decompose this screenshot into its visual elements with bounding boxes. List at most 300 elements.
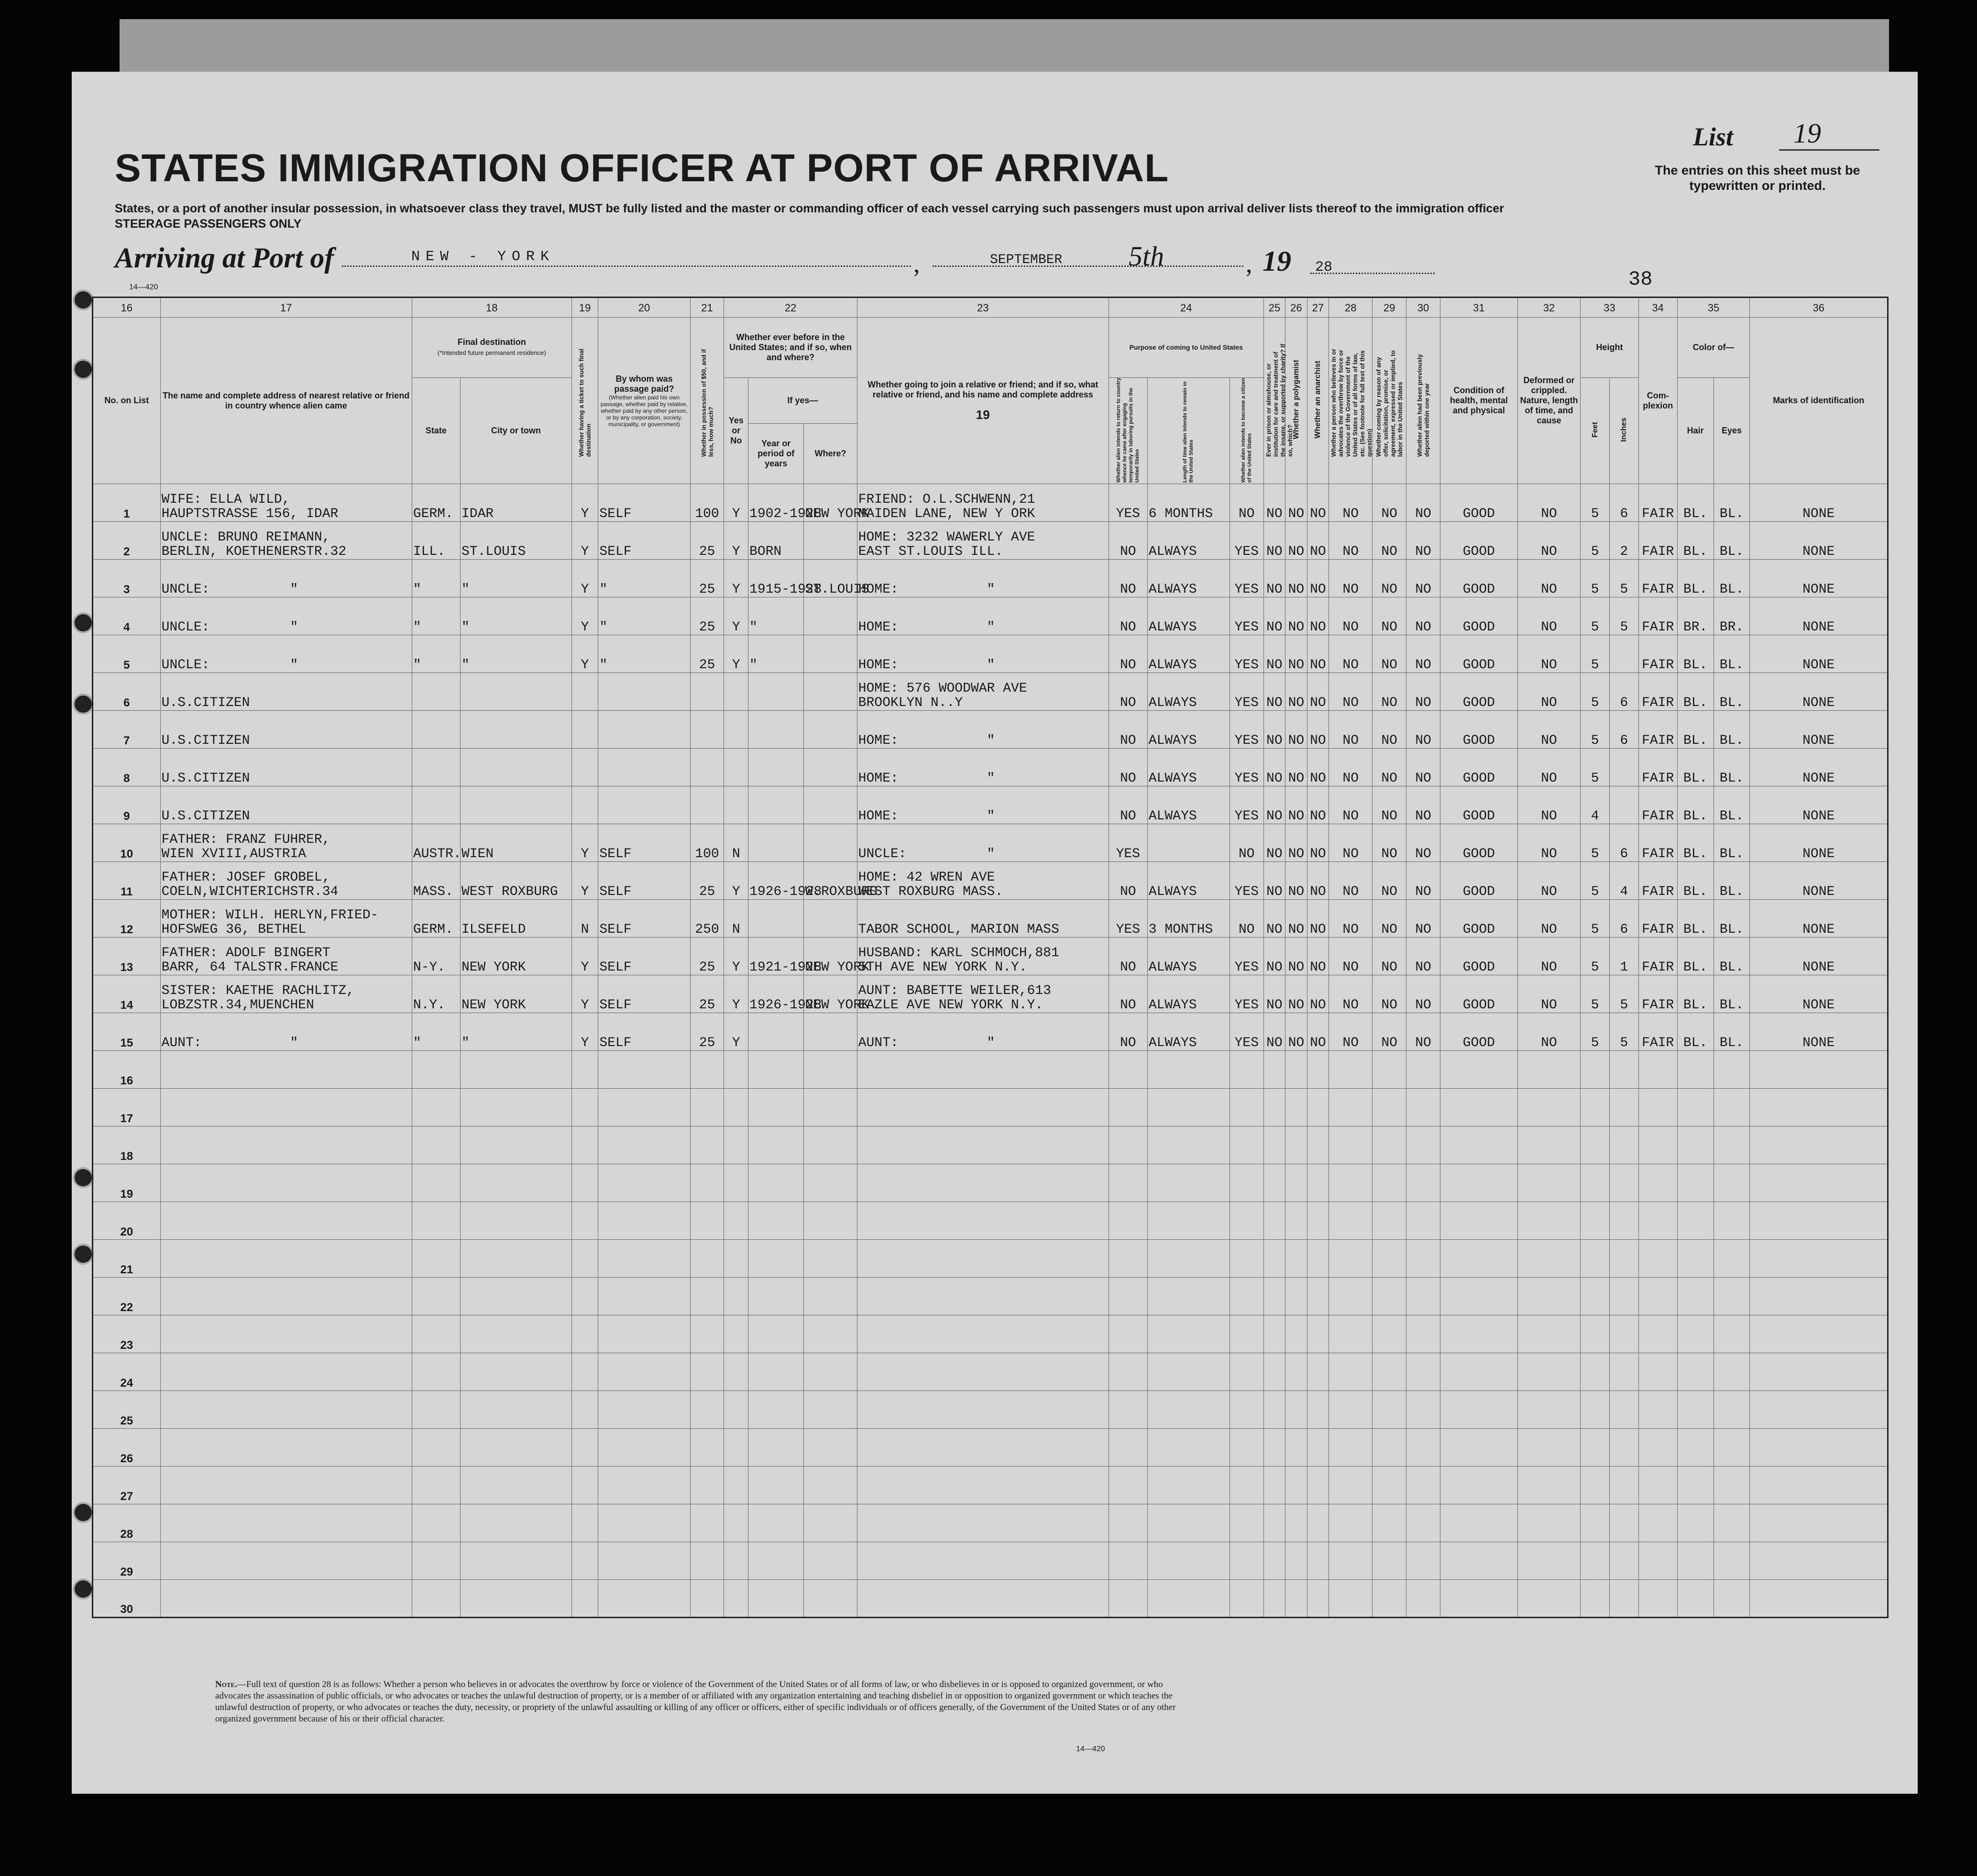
cell-before [724,1542,748,1580]
cell-q28 [1329,1164,1373,1202]
table-row [93,1164,1888,1202]
cell-before: Y [724,938,748,975]
cell-polygamist [1285,1278,1307,1315]
cell-state: ILL. [412,522,460,560]
table-row [93,900,1888,938]
cell-anarchist: NO [1307,673,1329,711]
cell-anarchist: NO [1307,975,1329,1013]
cell-relative: MOTHER: WILH. HERLYN,FRIED- HOFSWEG 36, BETHEL [160,900,412,938]
row-number: 24 [93,1353,161,1391]
cell-deformed: NO [1517,673,1581,711]
cell-years [748,1089,804,1126]
cell-polygamist [1285,1504,1307,1542]
cell-q29: NO [1373,749,1406,786]
cell-city: WIEN [460,824,571,862]
cell-q30: NO [1406,711,1440,749]
binder-hole [73,1244,94,1265]
cell-polygamist [1285,1089,1307,1126]
cell-city: WEST ROXBURG [460,862,571,900]
cell-length [1147,1089,1230,1126]
cell-prison [1263,1467,1285,1504]
binder-hole [73,612,94,633]
cell-health [1440,1051,1517,1089]
cell-length [1147,824,1230,862]
cell-prison: NO [1263,635,1285,673]
cell-length: 3 MONTHS [1147,900,1230,938]
cell-where [804,749,857,786]
cell-eyes [1713,1089,1750,1126]
cell-years [748,1013,804,1051]
cell-hair [1677,1164,1713,1202]
cell-paid [598,1164,690,1202]
cell-state [412,1542,460,1580]
cell-state [412,749,460,786]
cell-state [412,1580,460,1618]
cell-joining [857,1278,1109,1315]
cell-feet: 5 [1581,749,1610,786]
cell-feet [1581,1089,1610,1126]
cell-q30: NO [1406,635,1440,673]
cell-where [804,1164,857,1202]
cell-where [804,711,857,749]
cell-where [804,1467,857,1504]
cell-marks: NONE [1750,938,1888,975]
cell-relative: UNCLE: " [160,560,412,597]
cell-eyes: BL. [1713,975,1750,1013]
cell-deformed: NO [1517,749,1581,786]
cell-state: N.Y. [412,975,460,1013]
cell-years: BORN [748,522,804,560]
cell-q29 [1373,1542,1406,1580]
cell-q29 [1373,1353,1406,1391]
cell-polygamist: NO [1285,749,1307,786]
cell-ticket [571,1126,598,1164]
cell-paid [598,1051,690,1089]
cell-feet [1581,1353,1610,1391]
cell-inches: 6 [1610,824,1639,862]
cell-deformed: NO [1517,975,1581,1013]
cell-money: 25 [690,635,724,673]
cell-paid: SELF [598,862,690,900]
cell-citizen: YES [1230,560,1263,597]
cell-city [460,1164,571,1202]
cell-joining: AUNT: BABETTE WEILER,613 EAZLE AVE NEW YORK N.Y. [857,975,1109,1013]
row-number: 2 [93,522,161,560]
cell-citizen [1230,1278,1263,1315]
cell-city [460,711,571,749]
cell-eyes: BL. [1713,900,1750,938]
cell-health: GOOD [1440,560,1517,597]
cell-health: GOOD [1440,900,1517,938]
cell-marks [1750,1391,1888,1429]
cell-hair [1677,1580,1713,1618]
cell-health: GOOD [1440,749,1517,786]
header-if-yes: If yes— [748,378,857,424]
cell-q28 [1329,1391,1373,1429]
cell-health [1440,1504,1517,1542]
cell-marks: NONE [1750,749,1888,786]
cell-hair: BL. [1677,900,1713,938]
cell-state [412,1164,460,1202]
footnote: Note.—Full text of question 28 is as follows: Whether a person who believes in or advocates the overthrow by force or violence of the Government of the United States or of all forms of law, or who disbelieves in or is opposed to organized government, or who advocates the assassination of public officials, or who advocates or teaches the unlawful destruction of property, or is a member of or affiliated with any organization entertaining and teaching disbelief in or opposition to organized government or which teaches the unlawful destruction of property, or who advocates or teaches the duty, necessity, or propriety of the unlawful assaulting or killing of any officer or officers, either of specific individuals or of officers generally, of the Government of the United States or of any other organized government because of his or their official character. [215,1679,1176,1724]
cell-q28 [1329,1504,1373,1542]
cell-anarchist: NO [1307,1013,1329,1051]
table-row [93,1278,1888,1315]
cell-q30 [1406,1202,1440,1240]
cell-q30 [1406,1467,1440,1504]
cell-years [748,824,804,862]
cell-anarchist: NO [1307,862,1329,900]
cell-city [460,1391,571,1429]
cell-relative: SISTER: KAETHE RACHLITZ, LOBZSTR.34,MUENCHEN [160,975,412,1013]
cell-eyes [1713,1391,1750,1429]
header-become-citizen: Whether alien intends to become a citizen of the United States [1230,378,1263,484]
cell-marks [1750,1089,1888,1126]
cell-joining [857,1051,1109,1089]
cell-q30: NO [1406,749,1440,786]
cell-paid [598,1504,690,1542]
cell-ticket: Y [571,862,598,900]
cell-polygamist [1285,1580,1307,1618]
table-row [93,1089,1888,1126]
cell-joining [857,1126,1109,1164]
binder-hole [73,1578,94,1600]
cell-prison: NO [1263,749,1285,786]
header-health: Condition of health, mental and physical [1440,318,1517,484]
cell-deformed: NO [1517,862,1581,900]
cell-before: N [724,900,748,938]
header-money: Whether in possession of $50, and if less, how much? [690,318,724,484]
cell-relative: FATHER: FRANZ FUHRER, WIEN XVIII,AUSTRIA [160,824,412,862]
cell-deformed [1517,1429,1581,1467]
cell-ticket: Y [571,824,598,862]
cell-eyes [1713,1278,1750,1315]
cell-before [724,786,748,824]
cell-return [1109,1051,1147,1089]
cell-ticket [571,711,598,749]
cell-money: 100 [690,824,724,862]
cell-state: N-Y. [412,938,460,975]
port-value: NEW - YORK [411,249,555,265]
cell-money: 25 [690,560,724,597]
cell-where: W.ROXBURG [804,862,857,900]
header-nearest-relative: The name and complete address of nearest relative or friend in country whence alien came [160,318,412,484]
cell-q30: NO [1406,900,1440,938]
cell-state [412,1504,460,1542]
cell-health: GOOD [1440,824,1517,862]
cell-where [804,786,857,824]
cell-deformed: NO [1517,522,1581,560]
cell-ticket [571,673,598,711]
row-number: 11 [93,862,161,900]
cell-inches [1610,1240,1639,1278]
cell-return: NO [1109,635,1147,673]
row-number: 12 [93,900,161,938]
cell-inches: 4 [1610,862,1639,900]
cell-hair [1677,1051,1713,1089]
cell-return: NO [1109,938,1147,975]
row-number: 23 [93,1315,161,1353]
cell-hair: BL. [1677,484,1713,522]
cell-inches [1610,1429,1639,1467]
cell-paid: SELF [598,484,690,522]
arrival-day: 5th [1129,241,1164,272]
cell-inches: 1 [1610,938,1639,975]
cell-anarchist [1307,1051,1329,1089]
cell-inches: 6 [1610,900,1639,938]
cell-paid [598,749,690,786]
cell-relative [160,1202,412,1240]
cell-complexion [1638,1164,1677,1202]
binder-hole [73,1167,94,1188]
cell-marks: NONE [1750,673,1888,711]
cell-complexion: FAIR [1638,862,1677,900]
cell-money [690,1202,724,1240]
cell-health: GOOD [1440,597,1517,635]
cell-q29 [1373,1126,1406,1164]
cell-anarchist [1307,1542,1329,1580]
list-label: List [1693,122,1734,151]
cell-citizen [1230,1240,1263,1278]
cell-state [412,1240,460,1278]
cell-years [748,1126,804,1164]
cell-joining [857,1391,1109,1429]
arrival-year: 28 [1315,259,1333,276]
cell-q28: NO [1329,673,1373,711]
cell-length [1147,1504,1230,1542]
cell-complexion: FAIR [1638,938,1677,975]
cell-deformed: NO [1517,597,1581,635]
cell-complexion: FAIR [1638,711,1677,749]
cell-relative [160,1051,412,1089]
cell-eyes: BL. [1713,673,1750,711]
cell-inches [1610,1542,1639,1580]
table-row [93,1202,1888,1240]
cell-years: 1926-1928 [748,862,804,900]
cell-before [724,1051,748,1089]
cell-q29 [1373,1164,1406,1202]
header-hair: Hair [1677,378,1713,484]
cell-q28 [1329,1240,1373,1278]
cell-inches [1610,1202,1639,1240]
cell-inches: 5 [1610,975,1639,1013]
cell-return [1109,1504,1147,1542]
cell-city [460,1467,571,1504]
cell-where [804,1429,857,1467]
cell-inches [1610,1504,1639,1542]
header-prison: Ever in prison or almshouse, or institution for care and treatment of the insane, or supported by charity? If so, which? [1263,318,1285,484]
table-row [93,975,1888,1013]
cell-complexion: FAIR [1638,635,1677,673]
cell-relative [160,1542,412,1580]
cell-citizen: YES [1230,673,1263,711]
cell-relative: FATHER: JOSEF GROBEL, COELN,WICHTERICHSTR.34 [160,862,412,900]
cell-complexion [1638,1580,1677,1618]
cell-return: NO [1109,522,1147,560]
cell-years: " [748,597,804,635]
cell-anarchist: NO [1307,560,1329,597]
cell-feet [1581,1051,1610,1089]
cell-complexion: FAIR [1638,749,1677,786]
cell-before: Y [724,1013,748,1051]
cell-relative [160,1164,412,1202]
cell-city [460,673,571,711]
cell-city: NEW YORK [460,938,571,975]
cell-feet [1581,1504,1610,1542]
cell-citizen: YES [1230,862,1263,900]
cell-before [724,1580,748,1618]
cell-polygamist: NO [1285,522,1307,560]
cell-return: NO [1109,749,1147,786]
cell-money [690,673,724,711]
header-polygamist: Whether a polygamist [1285,318,1307,484]
cell-before [724,1504,748,1542]
cell-joining: TABOR SCHOOL, MARION MASS [857,900,1109,938]
table-row [93,1504,1888,1542]
cell-anarchist [1307,1126,1329,1164]
cell-eyes [1713,1202,1750,1240]
cell-city [460,1202,571,1240]
cell-q29 [1373,1051,1406,1089]
cell-city: ST.LOUIS [460,522,571,560]
cell-inches [1610,635,1639,673]
cell-before: Y [724,862,748,900]
cell-length: ALWAYS [1147,975,1230,1013]
cell-q29: NO [1373,1013,1406,1051]
cell-ticket [571,1315,598,1353]
cell-q29: NO [1373,484,1406,522]
cell-complexion: FAIR [1638,1013,1677,1051]
cell-paid: SELF [598,900,690,938]
cell-polygamist [1285,1164,1307,1202]
passenger-class: STEERAGE PASSENGERS ONLY [115,217,302,231]
cell-money [690,711,724,749]
cell-hair: BL. [1677,786,1713,824]
cell-paid [598,1089,690,1126]
cell-citizen: NO [1230,484,1263,522]
cell-anarchist [1307,1240,1329,1278]
cell-state [412,1051,460,1089]
cell-complexion [1638,1353,1677,1391]
header-length-of-stay: Length of time alien intends to remain in the United States [1147,378,1230,484]
cell-joining: HOME: 3232 WAWERLY AVE EAST ST.LOUIS ILL. [857,522,1109,560]
cell-anarchist: NO [1307,938,1329,975]
cell-polygamist: NO [1285,900,1307,938]
cell-length [1147,1467,1230,1504]
cell-feet [1581,1580,1610,1618]
cell-state [412,1429,460,1467]
cell-ticket: Y [571,635,598,673]
cell-years: 1915-1928 [748,560,804,597]
cell-joining: HOME: " [857,597,1109,635]
table-row [93,1580,1888,1618]
cell-length [1147,1580,1230,1618]
cell-return: NO [1109,1013,1147,1051]
cell-deformed [1517,1353,1581,1391]
cell-q29: NO [1373,560,1406,597]
cell-citizen: YES [1230,711,1263,749]
cell-inches: 5 [1610,560,1639,597]
cell-money [690,1240,724,1278]
cell-feet [1581,1542,1610,1580]
table-row [93,1467,1888,1504]
cell-state [412,1089,460,1126]
listing-instruction: States, or a port of another insular possession, in whatsoever class they travel, MUST be fully listed and the master or commanding officer of each vessel carrying such passengers must upon arrival deliver lists thereof to the immigration officer [115,202,1504,215]
cell-relative [160,1315,412,1353]
cell-feet: 5 [1581,938,1610,975]
cell-hair [1677,1542,1713,1580]
cell-q29 [1373,1429,1406,1467]
cell-state [412,1126,460,1164]
cell-complexion [1638,1240,1677,1278]
cell-feet: 5 [1581,1013,1610,1051]
cell-money: 25 [690,938,724,975]
cell-where [804,635,857,673]
cell-money [690,786,724,824]
cell-health [1440,1542,1517,1580]
row-number: 20 [93,1202,161,1240]
cell-deformed [1517,1240,1581,1278]
cell-city [460,1315,571,1353]
cell-where [804,1542,857,1580]
cell-q29 [1373,1089,1406,1126]
table-row [93,786,1888,824]
cell-q28: NO [1329,938,1373,975]
cell-paid: SELF [598,522,690,560]
cell-q28: NO [1329,749,1373,786]
cell-deformed [1517,1089,1581,1126]
header-eyes: Eyes [1713,378,1750,484]
cell-eyes: BL. [1713,749,1750,786]
cell-inches: 6 [1610,484,1639,522]
cell-length [1147,1164,1230,1202]
cell-inches [1610,1315,1639,1353]
cell-q29: NO [1373,597,1406,635]
cell-eyes: BL. [1713,938,1750,975]
cell-feet [1581,1202,1610,1240]
cell-polygamist: NO [1285,711,1307,749]
cell-ticket: Y [571,522,598,560]
cell-state [412,1391,460,1429]
cell-length [1147,1126,1230,1164]
cell-q30 [1406,1542,1440,1580]
cell-paid [598,1240,690,1278]
cell-feet [1581,1391,1610,1429]
cell-state [412,1202,460,1240]
cell-length: ALWAYS [1147,786,1230,824]
cell-hair [1677,1504,1713,1542]
cell-joining [857,1164,1109,1202]
cell-feet: 5 [1581,522,1610,560]
cell-prison [1263,1353,1285,1391]
cell-feet: 5 [1581,560,1610,597]
cell-q28: NO [1329,522,1373,560]
row-number: 13 [93,938,161,975]
cell-length: ALWAYS [1147,522,1230,560]
cell-years [748,1278,804,1315]
cell-before: Y [724,975,748,1013]
cell-hair [1677,1089,1713,1126]
column-header-row [93,318,1888,378]
row-number: 29 [93,1542,161,1580]
cell-return: NO [1109,786,1147,824]
cell-paid [598,1126,690,1164]
table-row [93,1051,1888,1089]
cell-length: 6 MONTHS [1147,484,1230,522]
header-deported: Whether alien had been previously deported within one year [1406,318,1440,484]
manifest-sheet: STATES IMMIGRATION OFFICER AT PORT OF ARRIVAL States, or a port of another insular possession, in whatsoever class they travel, MUST be fully listed and the master or commanding officer of each vessel carrying such passengers must upon arrival deliver lists thereof to the immigration officer STEERAGE PASSENGERS ONLY List 19 The entries on this sheet must be typewritten or printed. Arriving at Port of NEW - YORK , SEPTEMBER 5th , 19 28 38 14—420 16 17 18 19 20 21 22 23 24 25 26 27 28 29 30 31 32 33 34 35 36 No. on List The name and complete address of nearest relative or friend in country whence alien came Final destination (*Intended future permanent residence) Whether having a ticket to such final destination By whom was passage paid? (Whether alien paid his own passage, whether paid by relative, whether paid by any other person, or by any corporation, society, municipality, or government) Whether in possession of $50, and if less, how much? Whether ever before in the United States; and if so, when and where? Whether going to join a relative or friend; and if so, what relative or friend, and his name and complete address 19 Purpose of coming to United States Ever in prison or almshouse, or institution for care and treatment of the insane, or supported by charity? If so, which? Whether a polygamist Whether an anarchist Whether a person who believes in or advocates the overthrow by force or violence of the Government of the United States or of all forms of law, etc. (See footnote for full text of this question) Whether coming by reason of any offer, solicitation, promise, or agreement, expressed or implied, to labor in the United States Whether alien had been previously deported within one year Condition of health, mental and physical Deformed or crippled. Nature, length of time, and cause Height Com-plexion Color of— Marks of identification State City or town Yes or No If yes— Whether alien intends to return to country whence he came after engaging temporarily in laboring pursuits in the United States Length of time alien intends to remain in the United States Whether alien intends to become a citizen of the United States Feet Inches Hair Eyes Year or period of years Where? 1 WIFE: ELLA WILD, HAUPTSTRASSE 156, IDAR GERM. IDAR Y SELF 100 Y 1902-1928 NEW YORK FRIEND: O.L.SCHWENN,21 MAIDEN LANE, NEW Y ORK YES 6 MONTHS NO NO NO NO NO NO NO GOOD NO 5 6 FAIR BL. BL. NONE 2 UNCLE: BRUNO REIMANN, BERLIN, KOETHENERSTR.32 ILL. ST.LOUIS Y SELF 25 Y BORN HOME: 3232 WAWERLY AVE EAST ST.LOUIS ILL. NO ALWAYS YES NO NO NO NO NO NO GOOD NO 5 2 FAIR BL. BL. NONE 3 UNCLE: " " " Y " 25 Y 1915-1928 ST.LOUIS HOME: " NO ALWAYS YES NO NO NO NO NO NO GOOD NO 5 5 FAIR BL. BL. NONE 4 UNCLE: " " " Y " 25 Y " HOME: " NO ALWAYS YES NO NO NO NO NO NO GOOD NO 5 5 FAIR BR. BR. NONE 5 UNCLE: " " " Y " 25 Y " HOME: " NO ALWAYS YES NO NO NO NO NO NO GOOD NO 5 FAIR BL. BL. NONE 6 U.S.CITIZEN HOME: 576 WOODWAR AVE BROOKLYN N..Y NO ALWAYS YES NO NO NO NO NO NO GOOD NO 5 6 FAIR BL. BL. NONE 7 U.S.CITIZEN HOME: " NO ALWAYS YES NO NO NO NO NO NO GOOD NO 5 6 FAIR BL. BL. NONE 8 U.S.CITIZEN HOME: " NO ALWAYS YES NO NO NO NO NO NO GOOD NO 5 FAIR BL. BL. NONE 9 U.S.CITIZEN HOME: " NO ALWAYS YES NO NO NO NO NO NO GOOD NO 4 FAIR BL. BL. NONE 10 FATHER: FRANZ FUHRER, WIEN XVIII,AUSTRIA AUSTR. WIEN Y SELF 100 N UNCLE: " YES NO NO NO NO NO NO NO GOOD NO 5 6 FAIR BL. BL. NONE 11 FATHER: JOSEF GROBEL, COELN,WICHTERICHSTR.34 MASS. WEST ROXBURG Y SELF 25 Y 1926-1928 W.ROXBURG HOME: 42 WREN AVE WEST ROXBURG MASS. NO ALWAYS YES NO NO NO NO NO NO GOOD NO 5 4 FAIR BL. BL. NONE 12 MOTHER: WILH. HERLYN,FRIED- HOFSWEG 36, BETHEL GERM. ILSEFELD N SELF 250 N TABOR SCHOOL, MARION MASS YES 3 MONTHS NO NO NO NO NO NO NO GOOD NO 5 6 FAIR BL. BL. NONE 13 FATHER: ADOLF BINGERT BARR, 64 TALSTR.FRANCE N-Y. NEW YORK Y SELF 25 Y 1921-1928 NEW YORK HUSBAND: KARL SCHMOCH,881 5TH AVE NEW YORK N.Y. NO ALWAYS YES NO NO NO NO NO NO GOOD NO 5 1 FAIR BL. BL. NONE 14 SISTER: KAETHE RACHLITZ, LOBZSTR.34,MUENCHEN N.Y. NEW YORK Y SELF 25 Y 1926-1928 NEW YORK AUNT: BABETTE WEILER,613 EAZLE AVE NEW YORK N.Y. NO ALWAYS YES NO NO NO NO NO NO GOOD NO 5 5 FAIR BL. BL. NONE 15 AUNT: " " " Y SELF 25 Y AUNT: " NO ALWAYS YES NO NO NO NO NO NO GOOD NO 5 5 FAIR BL. BL. NONE 16 17 18 19 20 21 22 23 24 25 26 27 28 29 30 Note.—Full text of question 28 is as follows: Whether a person who believes in or advocates the overthrow by force or violence of the Government of the United States or of all forms of law, or who disbelieves in or is opposed to organized government, or who advocates the assassination of public officials, or who advocates or teaches the unlawful destruction of property, or is a member of or affiliated with any organization entertaining and teaching disbelief in or opposition to organized government or which teaches the unlawful destruction of property, or who advocates or teaches the duty, necessity, or propriety of the unlawful assaulting or killing of any officer or officers, either of specific individuals or of officers generally, of the Government of the United States or of any other organized government because of his or their official character. 14—420 [72,72,1918,1794]
cell-money [690,1278,724,1315]
